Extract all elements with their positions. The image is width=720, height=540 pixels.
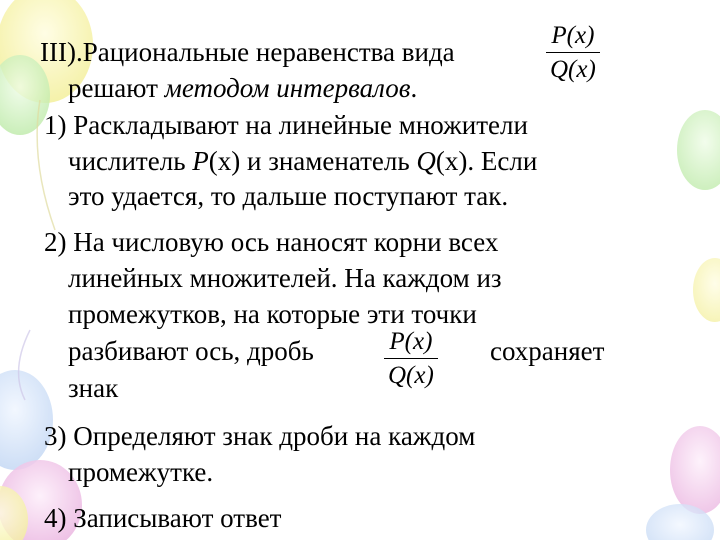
- step2-line-d-post: сохраняет: [490, 336, 605, 366]
- step3-line-a: 3) Определяют знак дроби на каждом: [44, 421, 476, 451]
- symbol-Q: Q: [416, 146, 436, 176]
- intro-period: .: [410, 73, 418, 103]
- step2-line-d-pre: разбивают ось, дробь: [68, 336, 314, 366]
- method-name: методом интервалов: [164, 73, 411, 103]
- fraction-denominator: Q(x): [550, 56, 596, 83]
- step1-line-c: это удается, то дальше поступают так.: [68, 181, 509, 211]
- symbol-P: P: [192, 146, 209, 176]
- fraction-numerator: P(x): [551, 22, 595, 49]
- intro-line-2: [68, 70, 417, 106]
- fraction-bar: [384, 358, 438, 359]
- step1-text: числитель: [68, 146, 193, 176]
- title-text: III).Рациональные неравенства вида: [40, 37, 455, 67]
- step2-line-b: линейных множителей. На каждом из: [68, 263, 502, 293]
- fraction-bar: [546, 52, 600, 53]
- fraction-numerator: P(x): [389, 328, 433, 355]
- step1-line-a: 1) Раскладывают на линейные множители: [44, 110, 528, 140]
- step1-text-3: (x). Если: [435, 146, 538, 176]
- step1-line-b: [68, 143, 537, 179]
- step3-line-b: промежутке.: [68, 457, 214, 487]
- fraction-denominator: Q(x): [388, 362, 434, 389]
- step1-text-2: (x) и знаменатель: [208, 146, 417, 176]
- slide-title: [40, 34, 455, 70]
- fraction-inline: [384, 328, 438, 390]
- step4-line: 4) Записывают ответ: [44, 503, 282, 533]
- step2-line-a: 2) На числовую ось наносят корни всех: [44, 227, 499, 257]
- fraction-title: [546, 22, 600, 84]
- step2-line-e: знак: [68, 373, 119, 403]
- intro-text: решают: [68, 73, 165, 103]
- step2-line-c: промежутков, на которые эти точки: [68, 299, 477, 329]
